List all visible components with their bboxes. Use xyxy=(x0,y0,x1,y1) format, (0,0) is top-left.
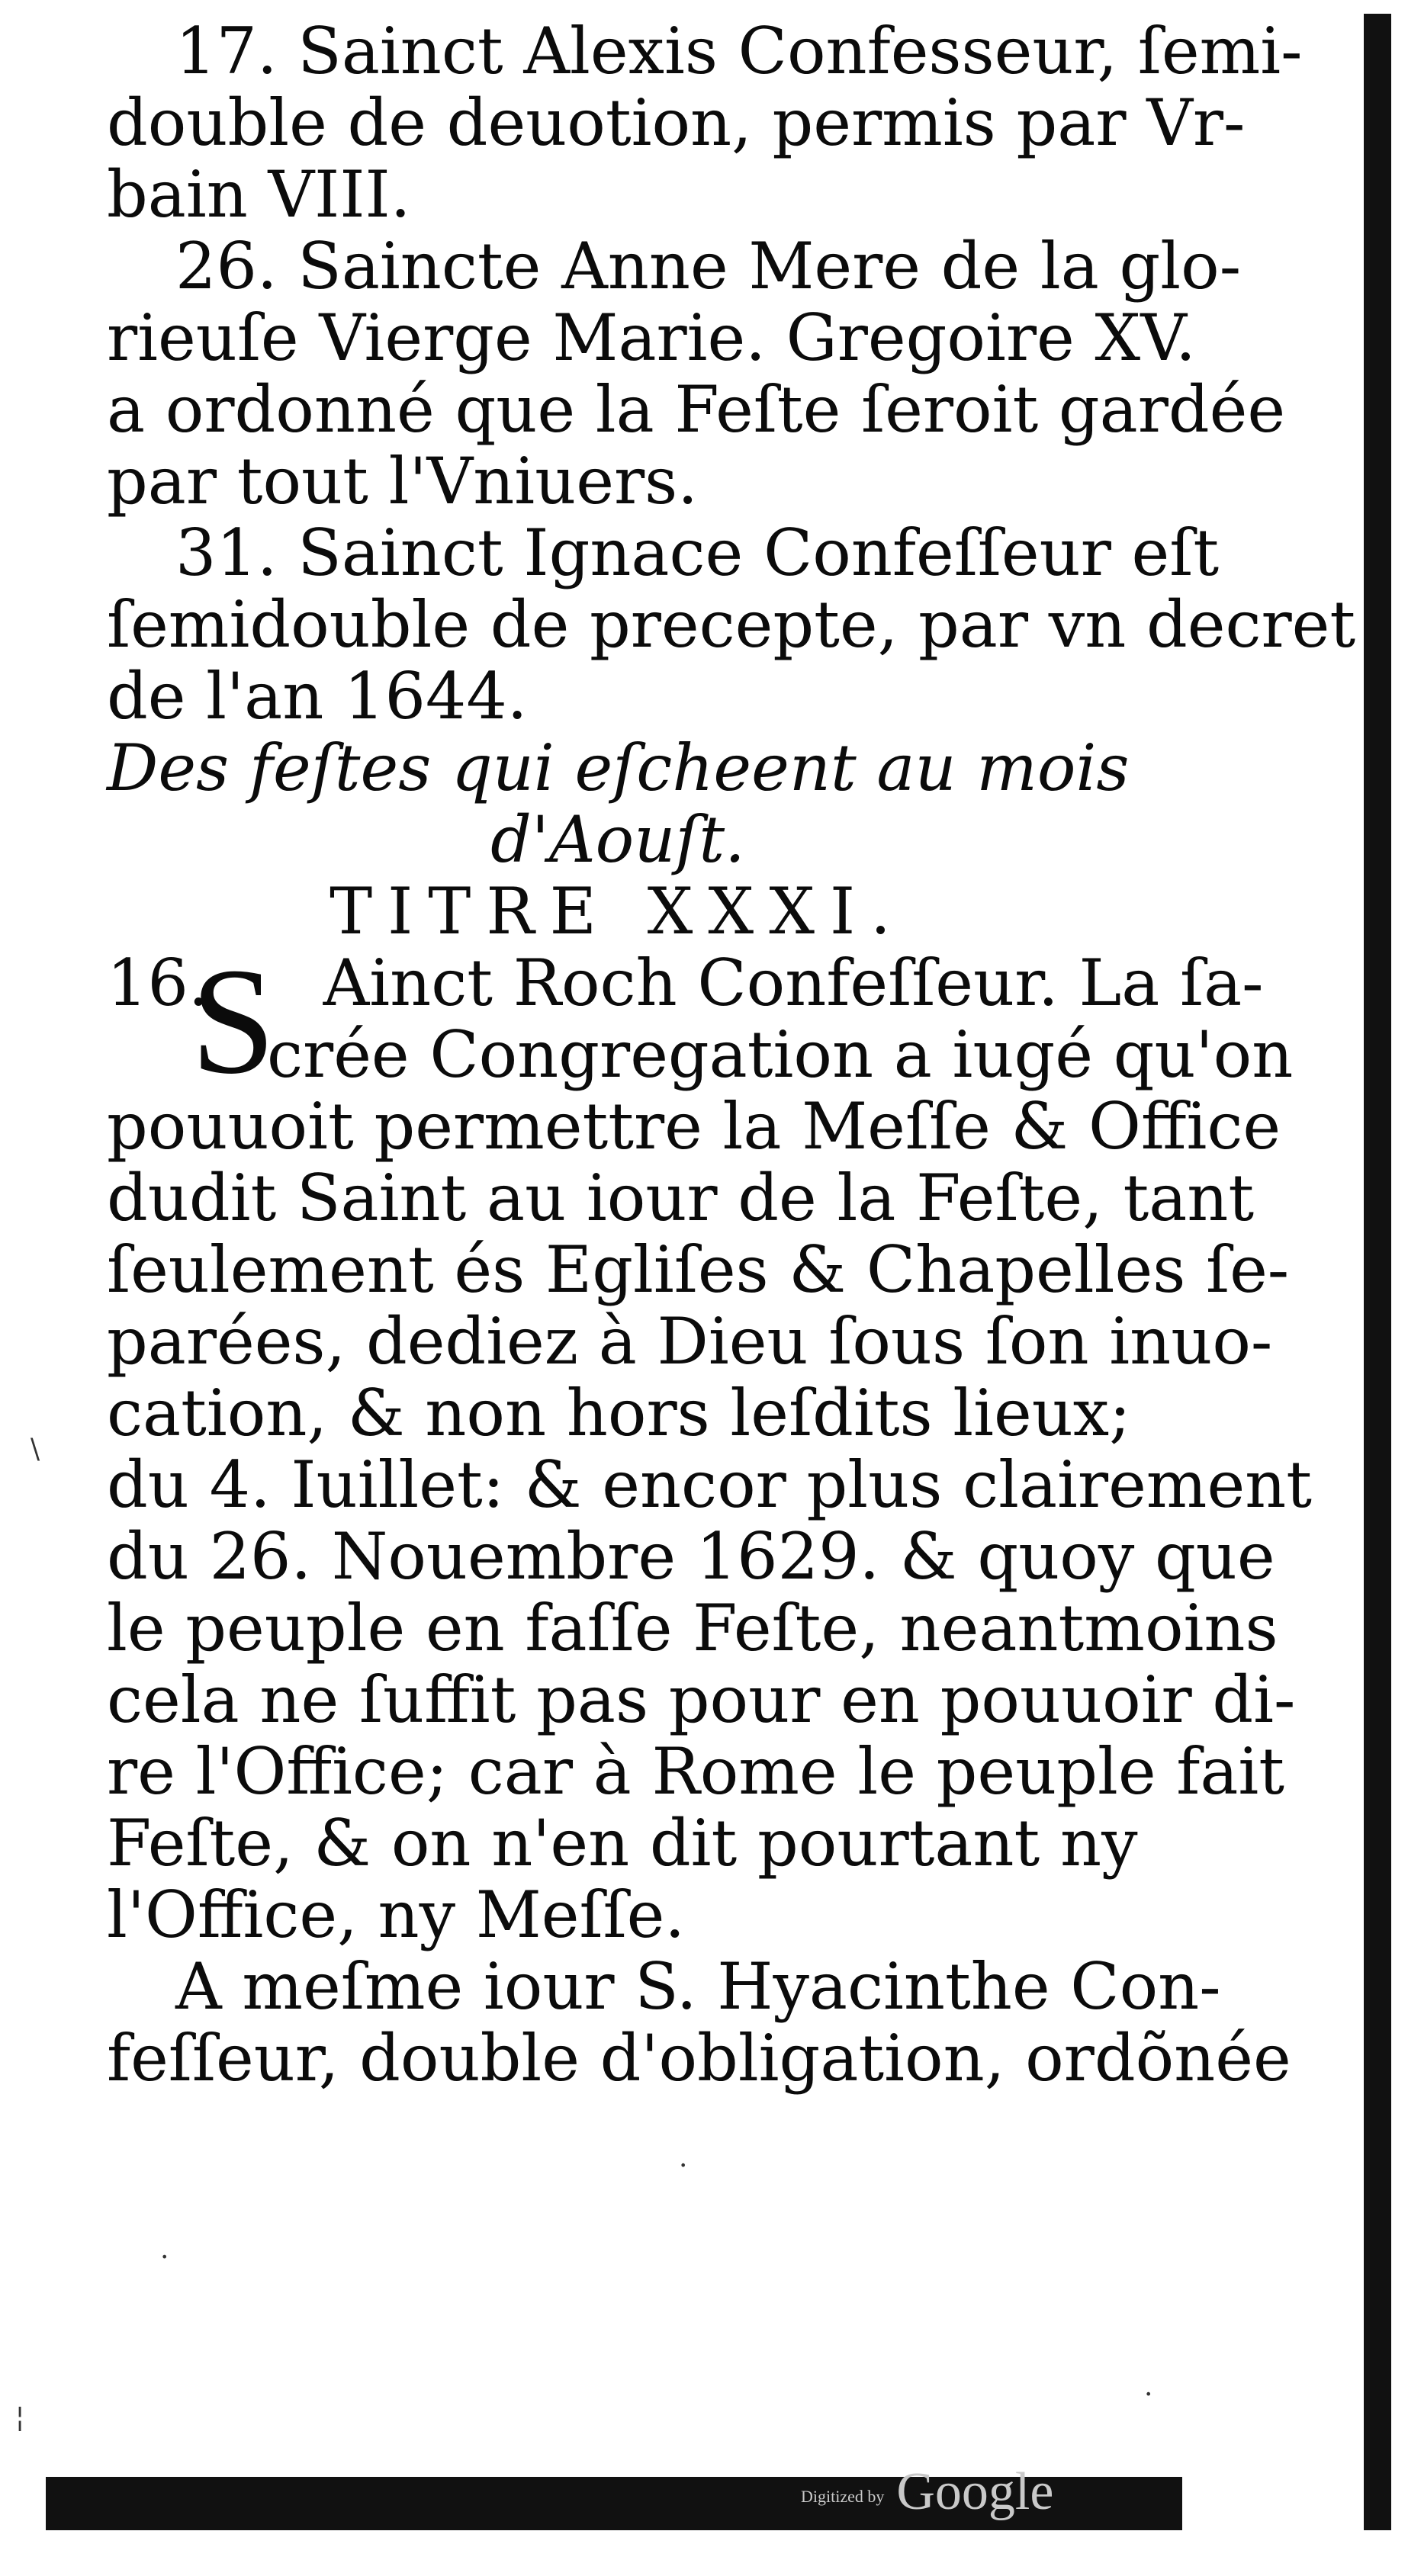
text-line-part: Ainct Roch Confeſſeur. La ſa- xyxy=(323,946,1264,1020)
scan-speck: · xyxy=(1144,2379,1153,2411)
paragraph-roch xyxy=(107,937,1313,1952)
text-line: ſemidouble de precepte, par vn decret xyxy=(107,587,1356,662)
entry-number: 16. xyxy=(107,946,209,1020)
paragraph-hyacinthe xyxy=(107,1949,1291,2096)
paragraph-ignace xyxy=(107,516,1356,734)
text-line: 31. Sainct Ignace Confeſſeur eſt xyxy=(175,516,1220,590)
heading-line: Des feſtes qui eſcheent au mois xyxy=(107,731,1130,805)
page-text xyxy=(107,14,1356,2096)
text-line: cation, & non hors leſdits lieux; xyxy=(107,1376,1131,1450)
text-line: bain VIII. xyxy=(107,157,411,232)
heading-line: d'Aouſt. xyxy=(490,802,745,877)
text-line: du 26. Nouembre 1629. & quoy que xyxy=(107,1519,1275,1594)
text-line: l'Office, ny Meſſe. xyxy=(107,1877,686,1952)
text-line: du 4. Iuillet: & encor plus clairement xyxy=(107,1447,1313,1522)
text-line: crée Congregation a iugé qu'on xyxy=(267,1017,1294,1092)
paragraph-anne xyxy=(107,229,1286,519)
google-watermark xyxy=(801,2462,1053,2523)
text-line: re l'Office; car à Rome le peuple fait xyxy=(107,1734,1285,1809)
text-line: rieuſe Vierge Marie. Gregoire XV. xyxy=(107,300,1196,375)
watermark-brand: Google xyxy=(896,2462,1054,2521)
text-line: ſeulement és Egliſes & Chapelles ſe- xyxy=(107,1232,1290,1307)
section-title: TITRE XXXI. xyxy=(329,874,906,949)
text-line: A meſme iour S. Hyacinthe Con- xyxy=(175,1949,1221,2024)
text-line: double de deuotion, permis par Vr- xyxy=(107,85,1246,160)
text-line: 17. Sainct Alexis Confesseur, ſemi- xyxy=(175,14,1303,88)
drop-cap: S xyxy=(191,937,276,1106)
text-line: 26. Saincte Anne Mere de la glo- xyxy=(175,229,1242,304)
text-line: a ordonné que la Feſte ſeroit gardée xyxy=(107,372,1286,447)
text-line: le peuple en faſſe Feſte, neantmoins xyxy=(107,1591,1278,1665)
text-line: pouuoit permettre la Meſſe & Office xyxy=(107,1089,1281,1164)
scan-edge-shadow xyxy=(1364,14,1391,2530)
text-line: dudit Saint au iour de la Feſte, tant xyxy=(107,1161,1255,1235)
text-line: Feſte, & on n'en dit pourtant ny xyxy=(107,1806,1138,1881)
scan-speck: · xyxy=(679,2150,688,2182)
text-line: parées, dediez à Dieu ſous ſon inuo- xyxy=(107,1304,1273,1379)
section-heading xyxy=(107,732,1129,947)
text-line: de l'an 1644. xyxy=(107,659,528,734)
paragraph-alexis xyxy=(107,14,1303,232)
text-line: feſſeur, double d'obligation, ordõnée xyxy=(107,2021,1291,2096)
text-line: cela ne ſuffit pas pour en pouuoir di- xyxy=(107,1662,1296,1737)
scan-speck: · xyxy=(160,2242,169,2273)
text-line: par tout l'Vniuers. xyxy=(107,444,698,519)
scan-speck: \ xyxy=(31,1434,40,1465)
scan-speck: ¦ xyxy=(15,2402,25,2433)
watermark-small-text: Digitized by xyxy=(801,2486,885,2506)
